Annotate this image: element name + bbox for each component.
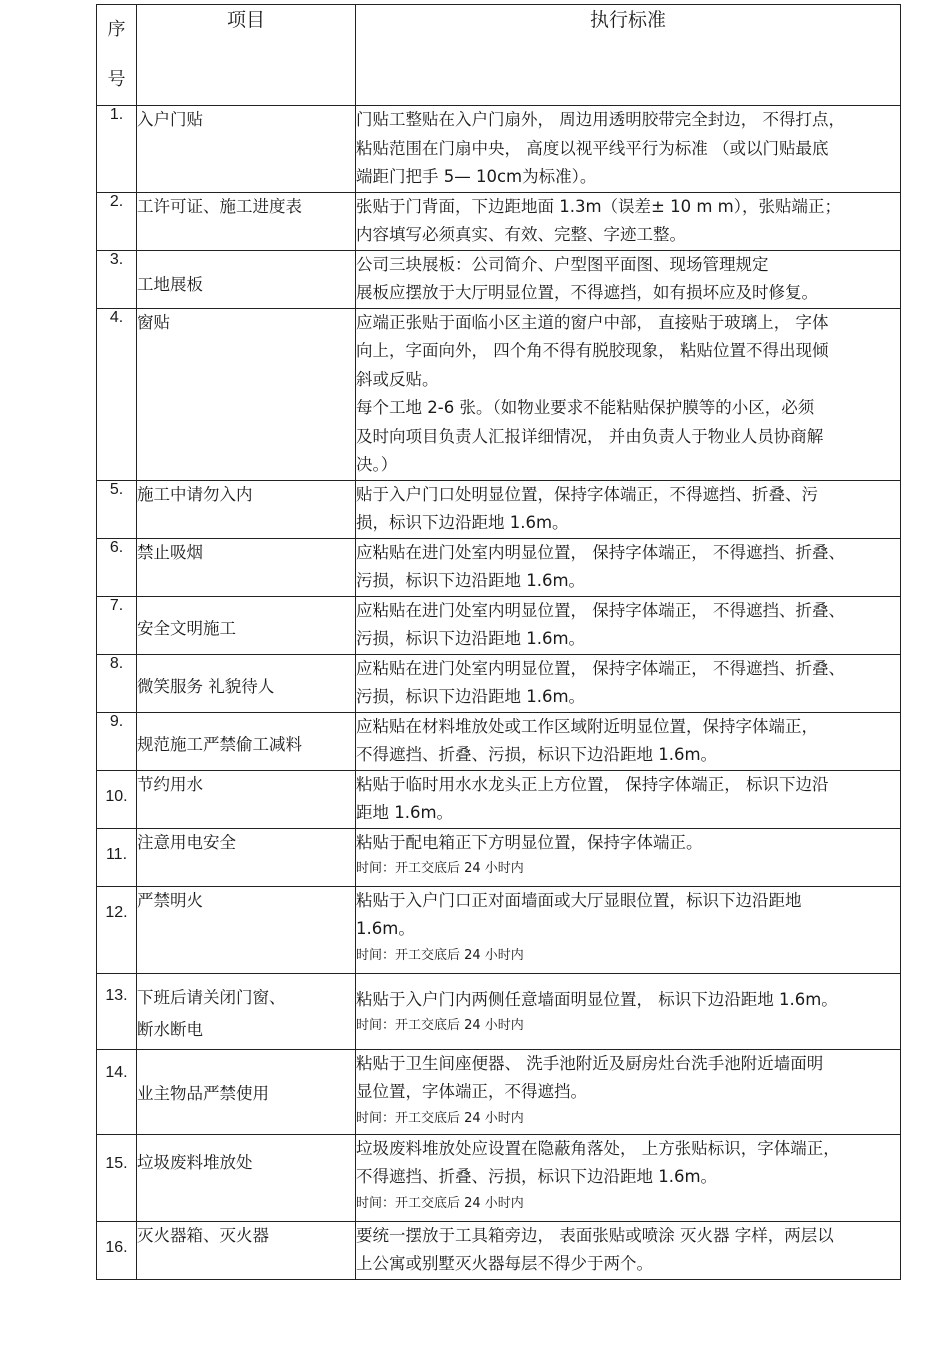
standard-line: 不得遮挡、折叠、污损，标识下边沿距地 1.6m。 — [356, 745, 718, 764]
table-row — [97, 1221, 901, 1279]
row-item: 微笑服务 礼貌待人 — [137, 654, 356, 712]
row-item: 窗贴 — [137, 308, 356, 480]
row-item: 严禁明火 — [137, 886, 356, 973]
row-number: 8. — [97, 654, 137, 712]
row-standard — [356, 770, 901, 828]
table-row — [97, 1049, 901, 1134]
row-number: 16. — [97, 1221, 137, 1279]
table-row — [97, 654, 901, 712]
standard-line: 应端正张贴于面临小区主道的窗户中部， 直接贴于玻璃上， 字体 — [356, 312, 829, 332]
row-item-line2: 断水断电 — [137, 1019, 203, 1039]
table-row — [97, 1134, 901, 1221]
table-row — [97, 712, 901, 770]
row-standard — [356, 973, 901, 1049]
standard-line: 污损，标识下边沿距地 1.6m。 — [356, 687, 586, 706]
row-standard — [356, 1049, 901, 1134]
standard-line: 每个工地 2-6 张。（如物业要求不能粘贴保护膜等的小区，必须 — [356, 398, 815, 417]
header-standard: 执行标准 — [356, 5, 901, 106]
row-number: 5. — [97, 480, 137, 538]
standard-line: 内容填写必须真实、有效、完整、字迹工整。 — [356, 225, 686, 244]
header-item: 项目 — [137, 5, 356, 106]
row-number: 14. — [97, 1049, 137, 1134]
standard-line: 展板应摆放于大厅明显位置，不得遮挡，如有损坏应及时修复。 — [356, 283, 818, 302]
row-number: 3. — [97, 250, 137, 308]
row-item: 节约用水 — [137, 770, 356, 828]
row-standard — [356, 1221, 901, 1279]
row-item: 工地展板 — [137, 250, 356, 308]
row-standard — [356, 654, 901, 712]
header-no-line1: 序 — [107, 19, 126, 40]
table-row — [97, 973, 901, 1049]
standard-line: 公司三块展板：公司简介、户型图平面图、现场管理规定 — [356, 254, 769, 274]
time-note: 时间：开工交底后 24 小时内 — [356, 1110, 524, 1126]
row-standard — [356, 308, 901, 480]
row-number: 10. — [97, 770, 137, 828]
standard-line: 向上，字面向外， 四个角不得有脱胶现象， 粘贴位置不得出现倾 — [356, 341, 829, 360]
row-standard — [356, 886, 901, 973]
row-standard — [356, 480, 901, 538]
table-row — [97, 886, 901, 973]
row-number: 11. — [97, 828, 137, 886]
row-item: 入户门贴 — [137, 106, 356, 193]
row-standard — [356, 712, 901, 770]
row-item: 业主物品严禁使用 — [137, 1049, 356, 1134]
time-note: 时间：开工交底后 24 小时内 — [356, 947, 524, 963]
table-row — [97, 106, 901, 193]
row-standard — [356, 1134, 901, 1221]
row-item: 注意用电安全 — [137, 828, 356, 886]
standard-line: 不得遮挡、折叠、污损，标识下边沿距地 1.6m。 — [356, 1167, 718, 1186]
row-item: 工许可证、施工进度表 — [137, 192, 356, 250]
standard-line: 污损，标识下边沿距地 1.6m。 — [356, 629, 586, 648]
table-row — [97, 770, 901, 828]
standard-line: 应粘贴在进门处室内明显位置， 保持字体端正， 不得遮挡、折叠、 — [356, 658, 845, 678]
row-item: 安全文明施工 — [137, 596, 356, 654]
standard-line: 粘贴范围在门扇中央， 高度以视平线平行为标准 （或以门贴最底 — [356, 138, 829, 158]
standard-line: 端距门把手 5— 10cm为标准）。 — [356, 167, 597, 186]
standard-line: 应粘贴在进门处室内明显位置， 保持字体端正， 不得遮挡、折叠、 — [356, 542, 845, 562]
row-item — [137, 973, 356, 1049]
row-standard — [356, 596, 901, 654]
header-no — [97, 5, 137, 106]
standard-line: 粘贴于卫生间座便器、 洗手池附近及厨房灶台洗手池附近墙面明 — [356, 1053, 824, 1073]
table-header-row — [97, 5, 901, 106]
header-no-line2: 号 — [107, 69, 126, 90]
row-item: 灭火器箱、灭火器 — [137, 1221, 356, 1279]
time-note: 时间：开工交底后 24 小时内 — [356, 1018, 524, 1033]
row-number: 15. — [97, 1134, 137, 1221]
row-item: 施工中请勿入内 — [137, 480, 356, 538]
standard-line: 粘贴于配电箱正下方明显位置，保持字体端正。 — [356, 832, 703, 852]
row-number: 12. — [97, 886, 137, 973]
standard-line: 要统一摆放于工具箱旁边， 表面张贴或喷涂 灭火器 字样，两层以 — [356, 1225, 834, 1245]
table-row — [97, 480, 901, 538]
standard-line: 应粘贴在材料堆放处或工作区域附近明显位置，保持字体端正， — [356, 716, 818, 736]
standard-line: 张贴于门背面，下边距地面 1.3m（误差± 10 m m），张贴端正； — [356, 196, 842, 216]
standards-table — [96, 4, 901, 1280]
standard-line: 显位置，字体端正，不得遮挡。 — [356, 1082, 587, 1101]
row-item: 规范施工严禁偷工减料 — [137, 712, 356, 770]
standard-line: 门贴工整贴在入户门扇外， 周边用透明胶带完全封边， 不得打点， — [356, 110, 845, 129]
row-item: 垃圾废料堆放处 — [137, 1134, 356, 1221]
standard-line: 粘贴于临时用水水龙头正上方位置， 保持字体端正， 标识下边沿 — [356, 774, 829, 794]
standard-line: 贴于入户门口处明显位置，保持字体端正，不得遮挡、折叠、污 — [356, 484, 818, 504]
row-number: 2. — [97, 192, 137, 250]
table-row — [97, 538, 901, 596]
row-standard — [356, 828, 901, 886]
standard-line: 斜或反贴。 — [356, 369, 439, 389]
row-number: 6. — [97, 538, 137, 596]
table-row — [97, 250, 901, 308]
standard-line: 污损，标识下边沿距地 1.6m。 — [356, 571, 586, 590]
row-standard — [356, 106, 901, 193]
standard-line: 粘贴于入户门口正对面墙面或大厅显眼位置，标识下边沿距地 — [356, 890, 802, 910]
row-number: 4. — [97, 308, 137, 480]
row-number: 7. — [97, 596, 137, 654]
row-standard — [356, 538, 901, 596]
table-row — [97, 192, 901, 250]
table-row — [97, 828, 901, 886]
table-row — [97, 596, 901, 654]
standard-line: 及时向项目负责人汇报详细情况， 并由负责人于物业人员协商解 — [356, 426, 824, 446]
row-item: 禁止吸烟 — [137, 538, 356, 596]
time-note: 时间：开工交底后 24 小时内 — [356, 1195, 524, 1211]
standard-line: 垃圾废料堆放处应设置在隐蔽角落处， 上方张贴标识，字体端正， — [356, 1138, 840, 1158]
standard-line: 应粘贴在进门处室内明显位置， 保持字体端正， 不得遮挡、折叠、 — [356, 600, 845, 620]
row-number: 13. — [97, 973, 137, 1049]
row-standard — [356, 250, 901, 308]
row-number: 9. — [97, 712, 137, 770]
standard-line: 粘贴于入户门内两侧任意墙面明显位置， 标识下边沿距地 1.6m。 — [356, 989, 838, 1009]
row-standard — [356, 192, 901, 250]
time-note: 时间：开工交底后 24 小时内 — [356, 861, 524, 876]
standard-line: 损，标识下边沿距地 1.6m。 — [356, 513, 569, 532]
standard-line: 1.6m。 — [356, 919, 415, 938]
table-row — [97, 308, 901, 480]
standard-line: 距地 1.6m。 — [356, 803, 454, 822]
standard-line: 决。） — [356, 455, 398, 474]
row-item-line1: 下班后请关闭门窗、 — [137, 987, 286, 1007]
standard-line: 上公寓或别墅灭火器每层不得少于两个。 — [356, 1254, 653, 1273]
row-number: 1. — [97, 106, 137, 193]
